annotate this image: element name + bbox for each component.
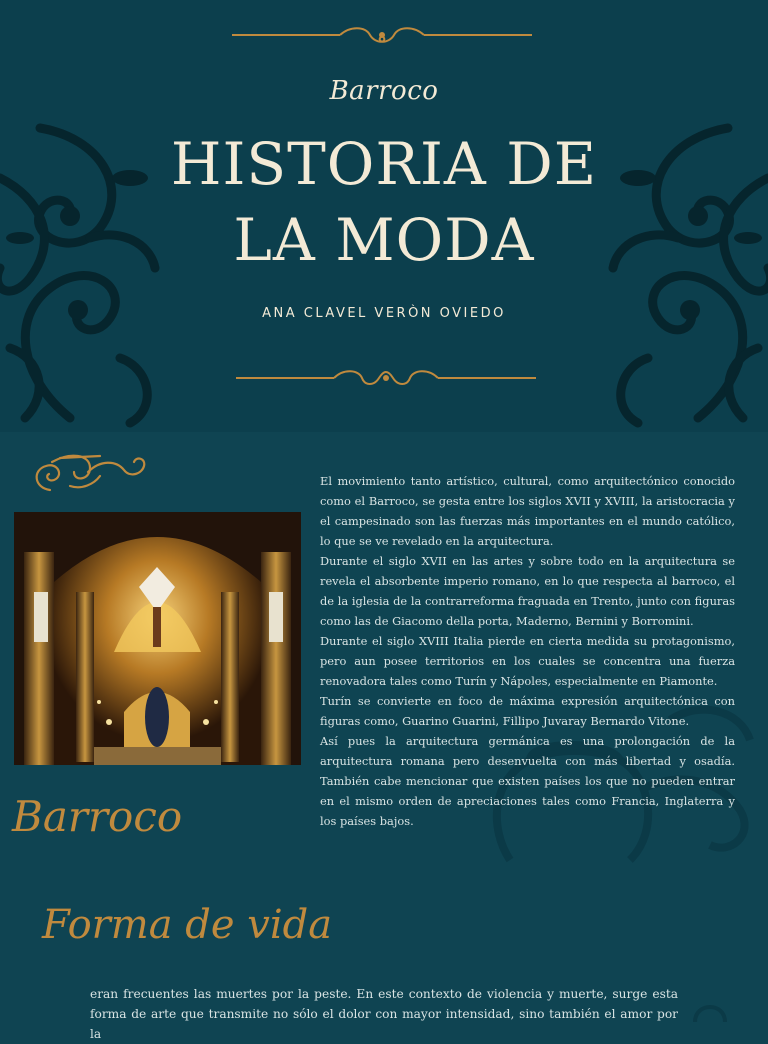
section1-body [320,471,735,831]
section1-paragraph: Durante el siglo XVIII Italia pierde en cierta medida su protagonismo, pero aun posee territorios en los cuales se concentra una fuerza renovadora tales como Turín y Nápoles, especialmente en Piamonte. [320,634,735,688]
section1-paragraph: El movimiento tanto artístico, cultural, como arquitectónico conocido como el Barroco, se gesta entre los siglos XVII y XVIII, la aristocracia y el campesinado son las fuerzas más importantes en el mundo católico, lo que se ve revelado en la arquitectura. [320,474,735,548]
cover-title: HISTORIA DE LA MODA [170,130,598,274]
bottom-ornament-divider-icon [234,366,538,390]
section1-heading: Barroco [12,792,183,841]
section2-body [90,984,678,1044]
gold-flourish-icon [30,450,150,498]
section1-paragraph: Durante el siglo XVII en las artes y sobre todo en la arquitectura se revela el absorbente imperio romano, en lo que respecta al barroco, el de la iglesia de la contrarreforma fraguada en Trento, junto con figuras como las de Giacomo della porta, Maderno, Bernini y Borromini. [320,554,735,628]
altar-photo [14,512,301,765]
section2-paragraph: eran frecuentes las muertes por la peste. En este contexto de violencia y muerte, surge esta forma de arte que transmite no sólo el dolor con mayor intensidad, sino también el amor por la [90,987,678,1041]
cover-kicker: Barroco [329,76,439,106]
top-ornament-divider-icon [230,24,534,46]
cover-header [0,0,768,432]
section2-heading: Forma de vida [42,902,333,948]
corner-ornament-icon [690,992,730,1024]
baroque-altar-image [14,512,301,765]
section1-paragraph: Así pues la arquitectura germánica es una prolongación de la arquitectura romana pero desenvuelta con más libertad y osadía. También cabe mencionar que existen países los que no pueden entrar en el mismo orden de apreciaciones tales como Francia, Inglaterra y los países bajos. [320,734,735,828]
section1-paragraph: Turín se convierte en foco de máxima expresión arquitectónica con figuras como, Guarino Guarini, Fillipo Juvaray Bernardo Vitone. [320,694,735,728]
cover-author: ANA CLAVEL VERÒN OVIEDO [262,306,506,321]
